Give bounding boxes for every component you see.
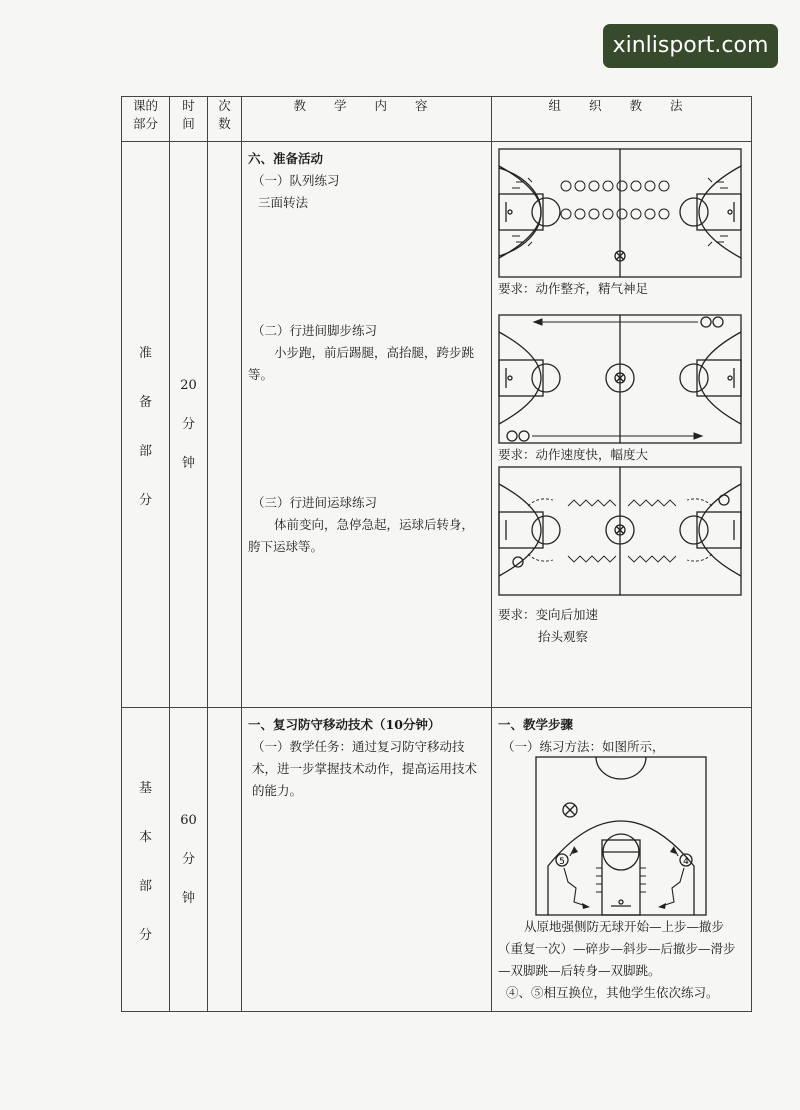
lesson-plan-table — [121, 96, 752, 1012]
main-part-cell — [122, 708, 170, 1012]
table-header-row — [122, 97, 752, 142]
time-char: 分 — [181, 417, 195, 432]
main-count-cell — [208, 708, 242, 1012]
time-char: 分 — [181, 852, 195, 867]
court-diagram-footwork — [498, 314, 742, 444]
requirement-text: 要求：变向后加速 — [498, 607, 599, 622]
part-char: 本 — [138, 829, 152, 845]
header-method: 组 织 教 法 — [492, 97, 752, 142]
warmup-part-cell — [122, 142, 170, 708]
requirement-text: 要求：动作速度快，幅度大 — [498, 447, 649, 462]
requirement-text: 要求：动作整齐，精气神足 — [498, 281, 649, 296]
table-row-warmup — [122, 142, 752, 708]
warmup-time-cell — [170, 142, 208, 708]
time-char: 20 — [180, 378, 197, 393]
subsection-title: （一）队列练习 — [252, 173, 340, 188]
header-content: 教 学 内 容 — [242, 97, 492, 142]
court-diagram-formation — [498, 148, 742, 278]
half-court-diagram — [498, 756, 742, 916]
warmup-count-cell — [208, 142, 242, 708]
method-note: ④、⑤相互换位，其他学生依次练习。 — [506, 985, 719, 1000]
player-label-5: 5 — [559, 857, 565, 867]
warmup-content-cell — [242, 142, 492, 708]
part-char: 准 — [138, 345, 152, 361]
player-label-4: 4 — [683, 857, 689, 867]
main-content-cell — [242, 708, 492, 1012]
table-row-main — [122, 708, 752, 1012]
header-count: 次数 — [208, 97, 242, 142]
time-char: 钟 — [181, 456, 195, 471]
subsection-title: （二）行进间脚步练习 — [252, 323, 378, 338]
requirement-text: 抬头观察 — [538, 629, 589, 644]
task-text: （一）教学任务：通过复习防守移动技术，进一步掌握技术动作，提高运用技术的能力。 — [252, 739, 478, 798]
part-char: 部 — [138, 878, 152, 894]
method-title: （一）练习方法：如图所示， — [502, 739, 665, 754]
header-time: 时间 — [170, 97, 208, 142]
time-char: 钟 — [181, 891, 195, 906]
player-circles — [561, 181, 669, 219]
main-time-cell — [170, 708, 208, 1012]
section-title: 一、复习防守移动技术（10分钟） — [248, 717, 441, 732]
subsection-text: 小步跑，前后踢腿，高抬腿，跨步跳等。 — [248, 345, 475, 382]
step-title: 一、教学步骤 — [498, 717, 574, 732]
warmup-method-cell — [492, 142, 752, 708]
header-part: 课的部分 — [122, 97, 170, 142]
subsection-text: 三面转法 — [258, 195, 309, 210]
part-char: 分 — [138, 492, 152, 508]
court-diagram-dribbling — [498, 466, 742, 596]
part-char: 基 — [138, 780, 152, 796]
main-method-cell — [492, 708, 752, 1012]
time-char: 60 — [180, 813, 197, 828]
subsection-title: （三）行进间运球练习 — [252, 495, 378, 510]
part-char: 分 — [138, 927, 152, 943]
subsection-text: 体前变向，急停急起，运球后转身，胯下运球等。 — [248, 517, 475, 554]
section-title: 六、准备活动 — [248, 151, 324, 166]
method-description: 从原地强侧防无球开始—上步—撤步（重复一次）—碎步—斜步—后撤步—滑步—双脚跳—后转身—双脚跳。 — [498, 919, 736, 978]
watermark-badge[interactable]: xinlisport.com — [603, 24, 778, 68]
part-char: 备 — [138, 394, 152, 410]
part-char: 部 — [138, 443, 152, 459]
